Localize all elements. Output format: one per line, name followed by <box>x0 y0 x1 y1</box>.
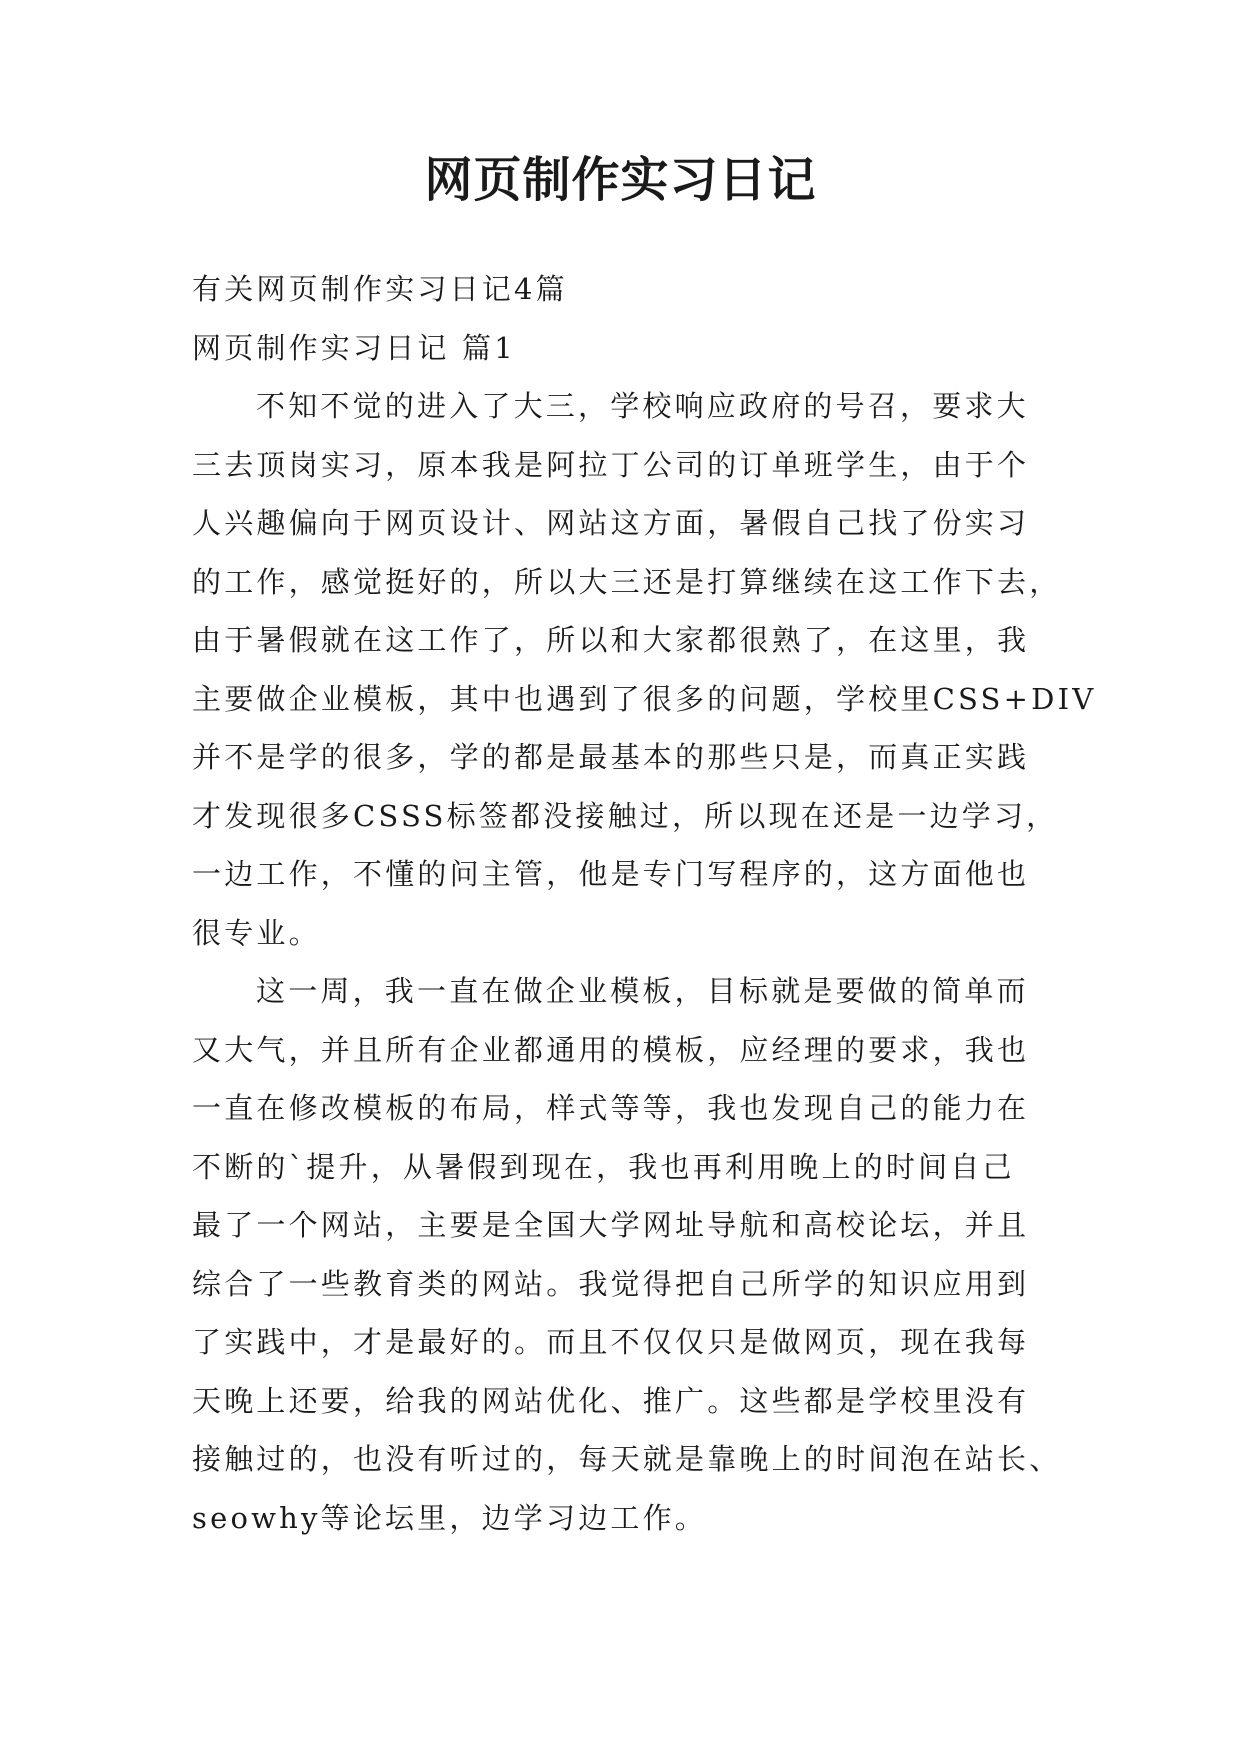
paragraph-line: 人兴趣偏向于网页设计、网站这方面，暑假自己找了份实习 <box>192 506 1030 540</box>
section-heading: 网页制作实习日记 篇1 <box>192 330 516 365</box>
paragraph-line: 最了一个网站，主要是全国大学网址导航和高校论坛，并且 <box>192 1208 1030 1242</box>
paragraph-line: 的工作，感觉挺好的，所以大三还是打算继续在这工作下去， <box>192 564 1062 599</box>
paragraph-line: seowhy等论坛里，边学习边工作。 <box>192 1500 707 1535</box>
paragraph-line: 主要做企业模板，其中也遇到了很多的问题，学校里CSS+DIV <box>192 681 1097 716</box>
paragraph-line: 了实践中，才是最好的。而且不仅仅只是做网页，现在我每 <box>192 1325 1030 1359</box>
paragraph-line: 由于暑假就在这工作了，所以和大家都很熟了，在这里，我 <box>192 623 1030 657</box>
document-title: 网页制作实习日记 <box>424 152 817 208</box>
paragraph-line: 三去顶岗实习，原本我是阿拉丁公司的订单班学生，由于个 <box>192 447 1030 482</box>
paragraph-line: 这一周，我一直在做企业模板，目标就是要做的简单而 <box>256 974 1029 1008</box>
paragraph-line: 很专业。 <box>192 915 321 950</box>
document-body <box>192 260 1097 1547</box>
paragraph-line: 一边工作，不懂的问主管，他是专门写程序的，这方面他也 <box>192 857 1030 891</box>
paragraph-line: 不知不觉的进入了大三，学校响应政府的号召，要求大 <box>256 389 1029 423</box>
paragraph-line: 天晚上还要，给我的网站优化、推广。这些都是学校里没有 <box>192 1383 1030 1418</box>
paragraph-line: 一直在修改模板的布局，样式等等，我也发现自己的能力在 <box>192 1091 1030 1125</box>
paragraph-line: 综合了一些教育类的网站。我觉得把自己所学的知识应用到 <box>192 1266 1030 1301</box>
paragraph-line: 不断的`提升，从暑假到现在，我也再利用晚上的时间自己 <box>192 1149 1015 1184</box>
paragraph-line: 并不是学的很多，学的都是最基本的那些只是，而真正实践 <box>192 740 1030 774</box>
paragraph-line: 又大气，并且所有企业都通用的模板，应经理的要求，我也 <box>192 1032 1030 1067</box>
paragraph-line: 接触过的，也没有听过的，每天就是靠晚上的时间泡在站长、 <box>192 1442 1062 1476</box>
paragraph-2 <box>192 962 1072 1547</box>
paragraph-1 <box>192 377 1097 962</box>
paragraph-line: 才发现很多CSSS标签都没接触过，所以现在还是一边学习， <box>192 798 1059 833</box>
document-subtitle: 有关网页制作实习日记4篇 <box>192 272 568 306</box>
